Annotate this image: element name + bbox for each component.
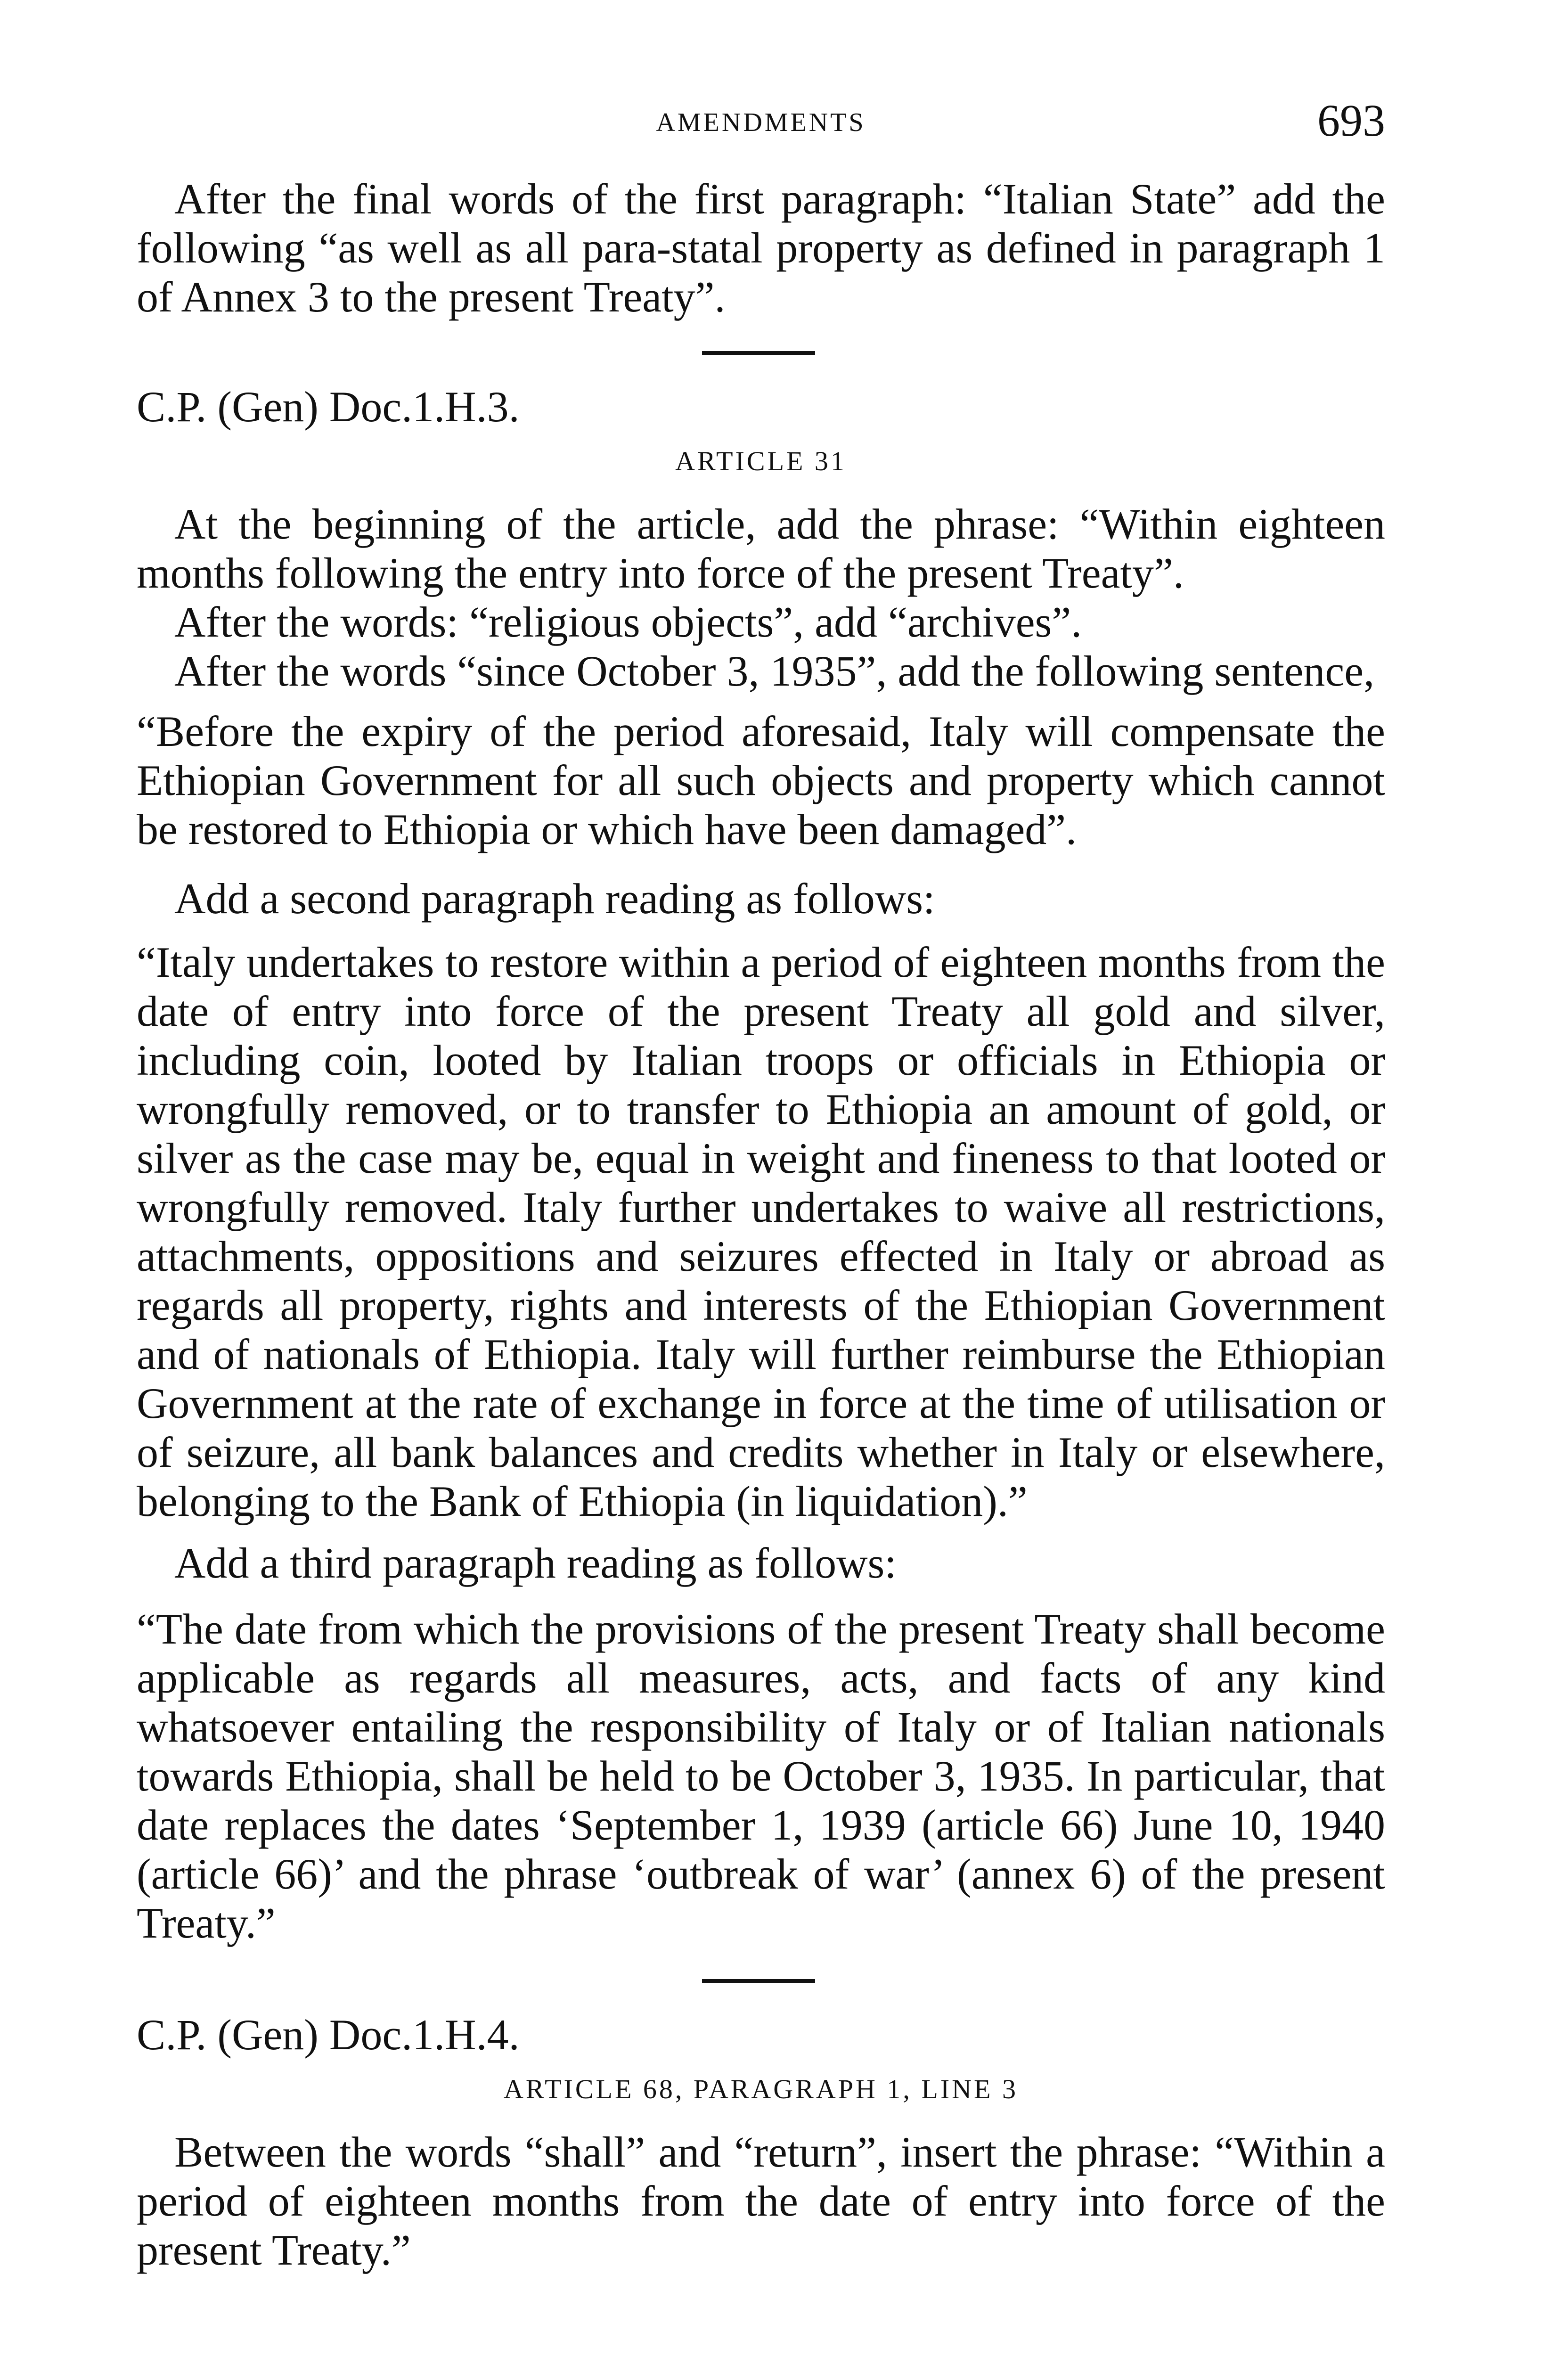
page-header (137, 94, 1385, 151)
intro-paragraph: After the final words of the first paragraph: “Italian State” add the following “as well as all para-statal property as defined in paragraph 1 of Annex 3 to the present Treaty”. (137, 175, 1385, 321)
paragraph: After the words: “religious objects”, add “archives”. (174, 598, 1082, 646)
quoted-sentence: “Before the expiry of the period aforesaid, Italy will compensate the Ethiopian Government for all such objects and property which cannot be restored to Ethiopia or which have been damaged”. (137, 707, 1385, 853)
article-heading-31: ARTICLE 31 (675, 446, 847, 476)
paragraph: After the words “since October 3, 1935”, add the following sentence, (174, 647, 1375, 695)
quoted-paragraph: “The date from which the provisions of the present Treaty shall become applicable as regards all measures, acts, and facts of any kind whatsoever entailing the responsibility of Italy or of Italian nationals towards Ethiopia, shall be held to be October 3, 1935. In particular, that date replaces the dates ‘September 1, 1939 (article 66) June 10, 1940 (article 66)’ and the phrase ‘outbreak of war’ (annex 6) of the present Treaty.” (137, 1605, 1385, 1947)
paragraph: At the beginning of the article, add the phrase: “Within eighteen months following the entry into force of the present Treaty”. (137, 500, 1385, 597)
section-divider-1 (702, 351, 815, 355)
article-heading-68: ARTICLE 68, PARAGRAPH 1, LINE 3 (504, 2074, 1018, 2104)
page-number: 693 (1317, 95, 1385, 146)
doc-ref-h3: C.P. (Gen) Doc.1.H.3. (137, 383, 520, 431)
running-title: AMENDMENTS (656, 108, 866, 137)
section-divider-2 (702, 1979, 815, 1983)
quoted-paragraph: “Italy undertakes to restore within a period of eighteen months from the date of entry into force of the present Treaty all gold and silver, including coin, looted by Italian troops or officials in Ethiopia or wrongfully removed, or to transfer to Ethiopia an amount of gold, or silver as the case may be, equal in weight and fineness to that looted or wrongfully removed. Italy further undertakes to waive all restrictions, attachments, oppositions and seizures effected in Italy or abroad as regards all property, rights and interests of the Ethiopian Government and of nationals of Ethiopia. Italy will further reimburse the Ethiopian Government at the rate of exchange in force at the time of utilisation or of seizure, all bank balances and credits whether in Italy or elsewhere, belonging to the Bank of Ethiopia (in liquidation).” (137, 938, 1385, 1525)
doc-ref-h4: C.P. (Gen) Doc.1.H.4. (137, 2011, 520, 2059)
paragraph: Add a third paragraph reading as follows: (174, 1539, 897, 1587)
paragraph: Between the words “shall” and “return”, insert the phrase: “Within a period of eighteen months from the date of entry into force of the present Treaty.” (137, 2128, 1385, 2274)
paragraph: Add a second paragraph reading as follows: (174, 875, 935, 923)
